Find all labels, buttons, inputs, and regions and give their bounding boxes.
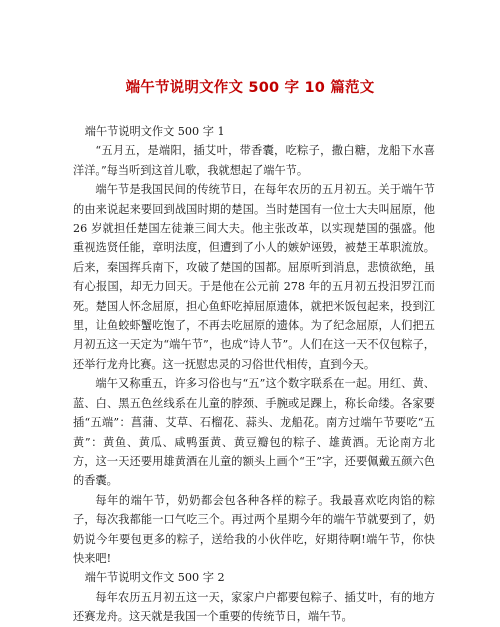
paragraph: 每年农历五月初五这一天，家家户户都要包粽子、插艾叶，有的地方还赛龙舟。这天就是我国一个重要的传统节日，端午节。 xyxy=(73,590,435,624)
paragraph: 每年的端午节，奶奶都会包各种各样的粽子。我最喜欢吃肉馅的粽子，每次我都能一口气吃三个。再过两个星期今年的端午节就要到了，奶奶说今年要包更多的粽子，送给我的小伙伴吃，好期待啊!端午节，你快快来吧! xyxy=(73,493,435,565)
document-title: 端午节说明文作文 500 字 10 篇范文 xyxy=(125,80,375,96)
paragraph: 端午节是我国民间的传统节日，在每年农历的五月初五。关于端午节的由来说起来要回到战国时期的楚国。当时楚国有一位士大夫叫屈原，他 26 岁就担任楚国左徒兼三闾大夫。他主张改革，以实现楚国的强盛。他重视选贤任能，章明法度，但遭到了小人的嫉妒诬毁，被楚王革职流放。后来，秦国挥兵南下，攻破了楚国的国都。屈原听到消息，悲愤欲绝，虽有心报国，却无力回天。于是他在公元前 278 年的五月初五投汨罗江而死。楚国人怀念屈原，担心鱼虾吃掉屈原遗体，就把米饭包起来，投到江里，让鱼蛟虾蟹吃饱了，不再去吃屈原的遗体。为了纪念屈原，人们把五月初五这一天定为“端午节”，也成“诗人节”。人们在这一天不仅包粽子，还举行龙舟比赛。这一抚慰忠灵的习俗世代相传，直到今天。 xyxy=(73,183,435,371)
section-subtitle: 端午节说明文作文 500 字 1 xyxy=(84,125,225,138)
section-subtitle: 端午节说明文作文 500 字 2 xyxy=(84,571,225,585)
paragraph: 端午又称重五，许多习俗也与“五”这个数字联系在一起。用红、黄、蓝、白、黑五色丝线系在儿童的脖颈、手腕或足踝上，称长命缕。各家要插“五端”：菖蒲、艾草、石榴花、蒜头、龙船花。南方过端午节要吃“五黄”：黄鱼、黄瓜、咸鸭蛋黄、黄豆瓣包的粽子、雄黄酒。无论南方北方，这一天还要用雄黄酒在儿童的额头上画个“王”字，还要佩戴五颜六色的香囊。 xyxy=(73,377,435,488)
document-body xyxy=(73,122,435,627)
paragraph: “五月五，是端阳，插艾叶，带香囊，吃粽子，撒白糖，龙船下水喜洋洋。”每当听到这首儿歌，我就想起了端午节。 xyxy=(73,144,435,177)
